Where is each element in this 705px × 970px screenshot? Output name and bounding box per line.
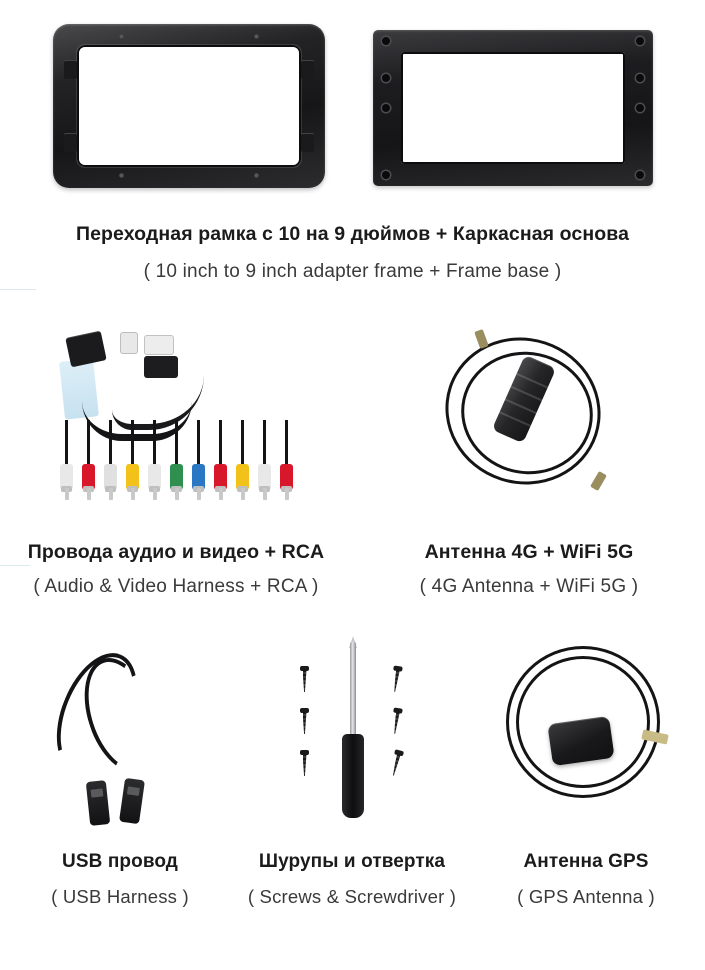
adapter-frame-window [77,45,301,167]
adapter-frame-tab [301,133,314,152]
gps-antenna-caption [470,850,702,909]
rca-connector-row [58,420,300,500]
harness-artwork [52,332,300,500]
screw [390,708,403,735]
adapter-frame-tab [64,133,77,152]
item-antenna-4g-wifi [353,318,705,610]
frames-title-ru: Переходная рамка с 10 на 9 дюймов + Каркасная основа [75,223,630,245]
item-usb-harness [6,632,234,970]
screwdriver [342,642,364,818]
frames-caption [0,222,705,285]
antenna-4g-title-en: ( 4G Antenna + WiFi 5G ) [419,576,639,598]
antenna-4g-photo [353,318,705,508]
item-screws-screwdriver [234,632,470,970]
audio-video-harness-photo [0,318,352,508]
screws-screwdriver-title-en: ( Screws & Screwdriver ) [247,885,457,907]
section-accessories [0,632,705,970]
frame-base-screw-hole [382,74,390,82]
section-frames [0,0,705,300]
screwdriver-handle [342,734,364,818]
gps-antenna-title-en: ( GPS Antenna ) [517,885,655,907]
screwdriver-shaft [350,642,356,740]
harness-wire-bundle [112,352,204,430]
antenna-4g-caption [353,540,705,600]
section-harness-antenna [0,318,705,610]
screws-screwdriver-photo [234,632,470,844]
frame-base-screw-hole [636,37,644,45]
antenna-sma-connector [474,329,489,349]
frame-base-window [401,52,625,164]
adapter-frame-screw [119,173,124,178]
frame-base-screw-hole [636,171,644,179]
adapter-frame-tab [301,60,314,79]
usb-harness-title-ru: USB провод [62,851,178,872]
screws-screwdriver-title-ru: Шурупы и отвертка [258,851,446,872]
antenna-4g-title-ru: Антенна 4G + WiFi 5G [424,540,634,563]
item-gps-antenna [470,632,702,970]
gps-antenna-artwork [498,644,674,830]
antenna-4g-artwork [419,328,639,500]
frames-image-row [0,24,705,199]
frame-base-screw-hole [636,104,644,112]
screw [390,666,403,693]
adapter-frame-screw [254,173,259,178]
harness-main-plug [65,331,106,368]
audio-video-harness-title-en: ( Audio & Video Harness + RCA ) [33,576,319,598]
usb-cable-artwork [60,650,180,825]
item-audio-video-harness [0,318,352,610]
frame-base-photo [373,30,653,186]
audio-video-harness-caption [0,540,352,600]
screw [300,666,309,692]
harness-white-plug [120,332,138,354]
adapter-frame-photo [53,24,325,188]
screw [300,708,309,734]
audio-video-harness-title-ru: Провода аудио и видео + RCA [27,540,325,563]
gps-antenna-photo [470,632,702,844]
usb-harness-photo [6,632,234,844]
usb-harness-caption [6,850,234,909]
screw [300,750,309,776]
frame-base-screw-hole [636,74,644,82]
tools-artwork [264,642,440,834]
usb-connector [119,778,145,824]
frame-base-screw-hole [382,104,390,112]
frame-base-screw-hole [382,171,390,179]
frame-base-screw-hole [382,37,390,45]
frames-title-en: ( 10 inch to 9 inch adapter frame + Frame base ) [143,261,562,283]
usb-harness-title-en: ( USB Harness ) [51,885,189,907]
antenna-sma-connector [590,471,607,491]
gps-antenna-title-ru: Антенна GPS [523,851,649,872]
adapter-frame-screw [119,34,124,39]
screw [389,749,404,776]
adapter-frame-tab [64,60,77,79]
gps-receiver-puck [547,716,614,766]
usb-connector [86,780,110,826]
screws-screwdriver-caption [234,850,470,909]
adapter-frame-screw [254,34,259,39]
